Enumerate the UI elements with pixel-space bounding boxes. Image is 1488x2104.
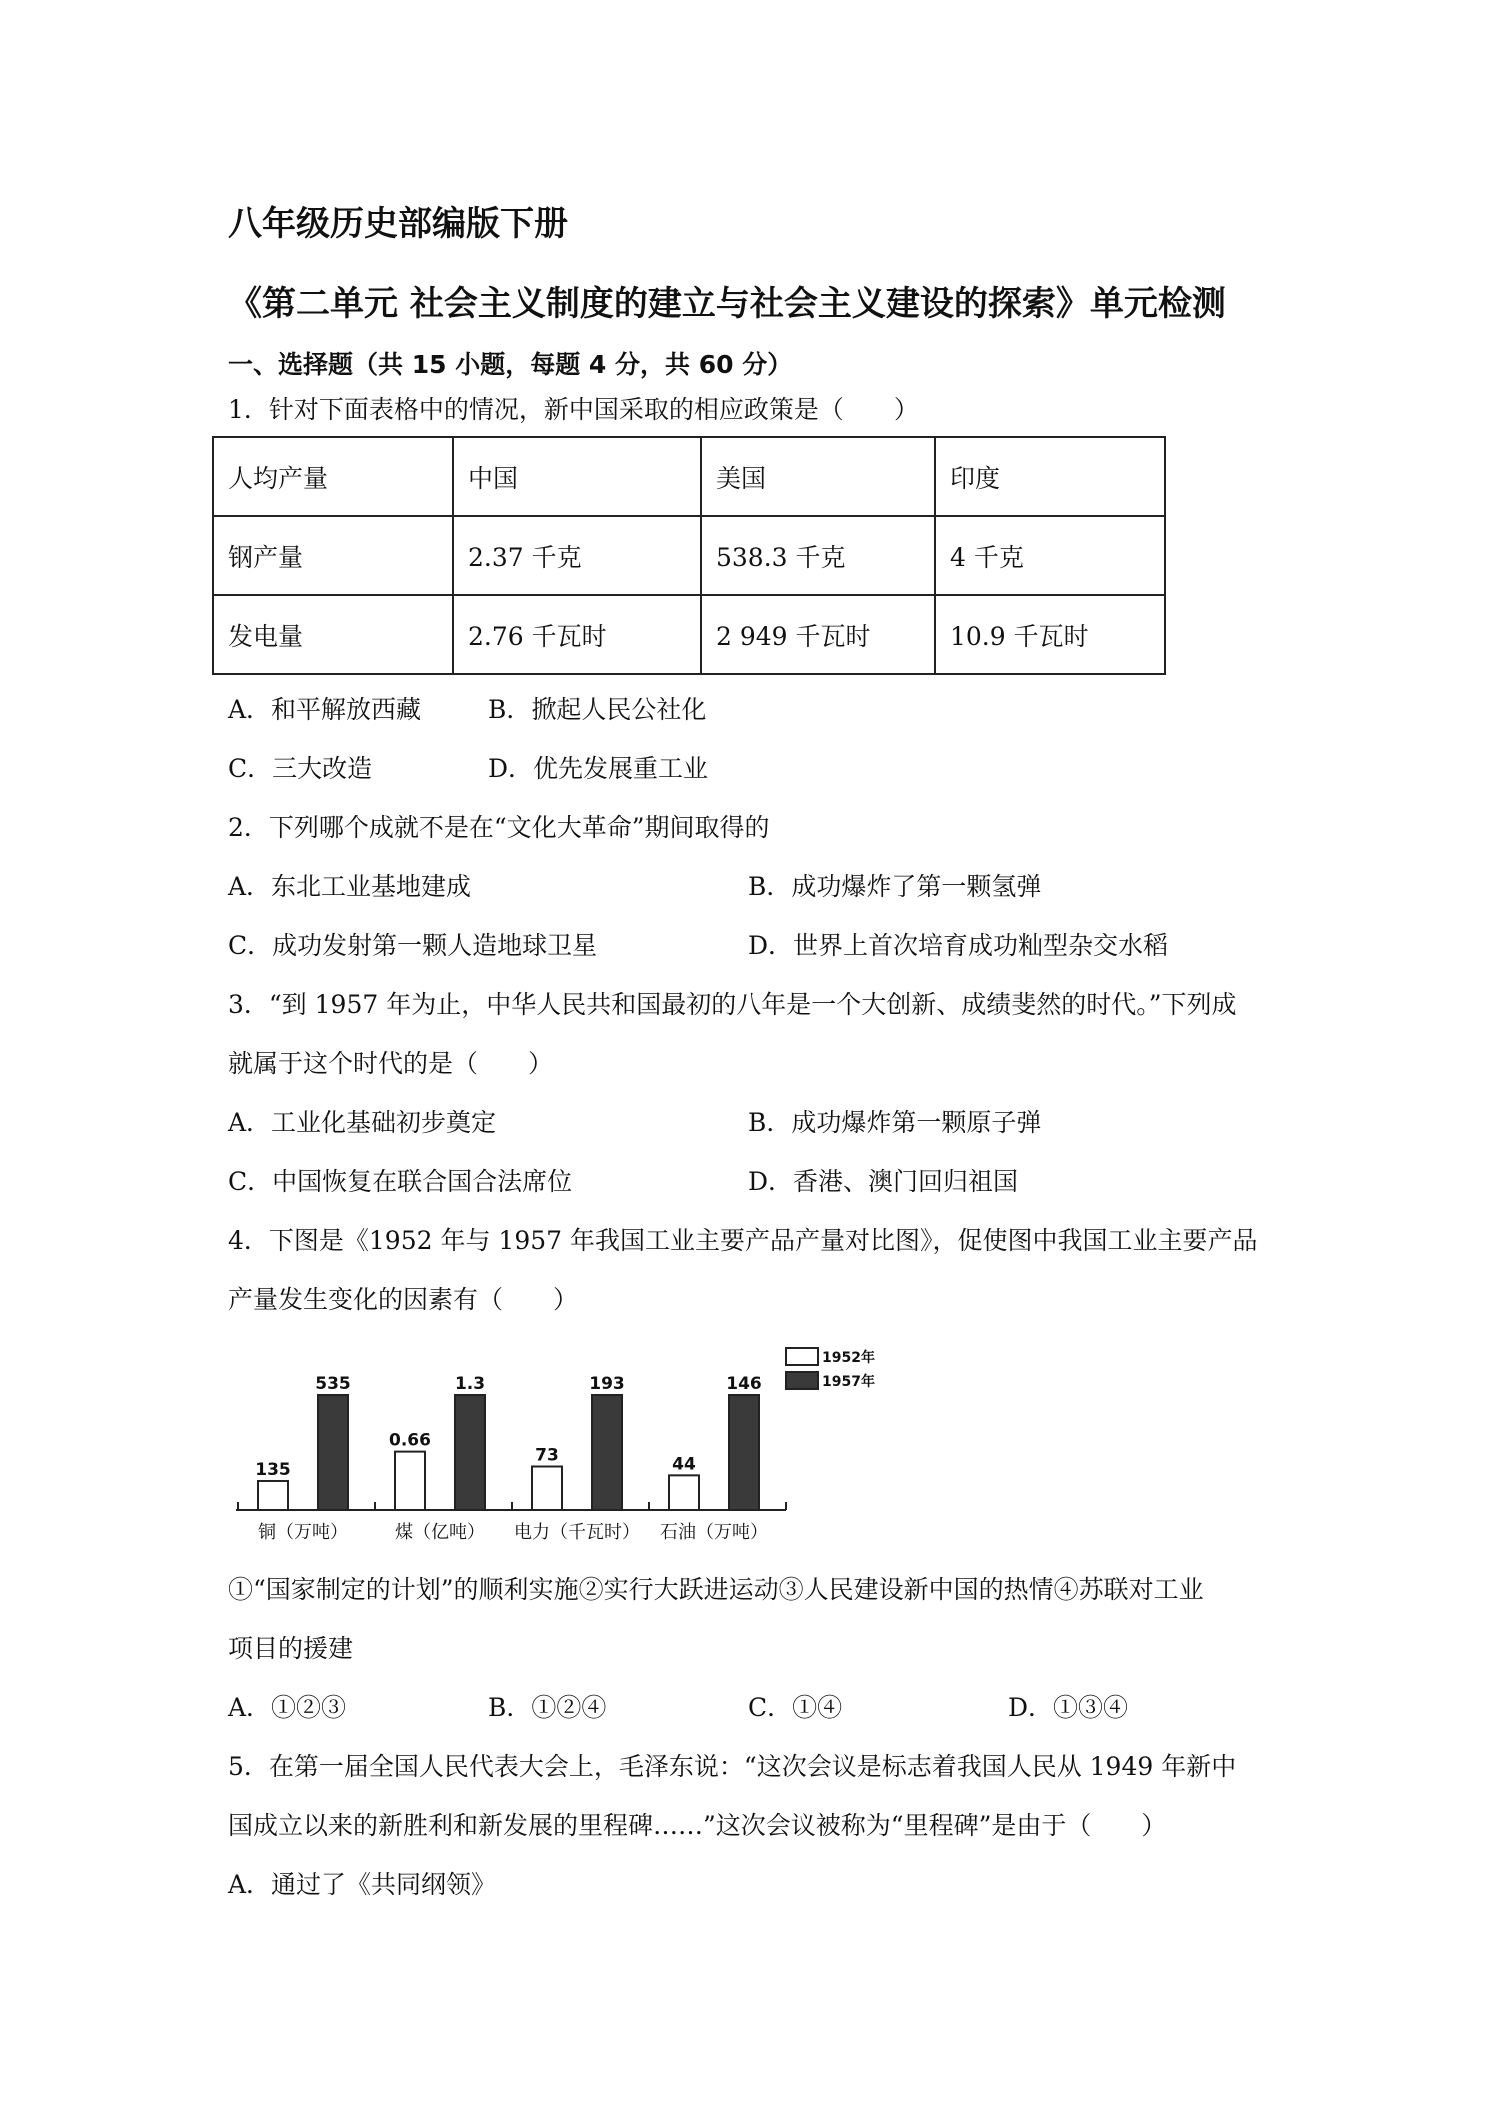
q5-option-a: A．通过了《共同纲领》 [228,1870,497,1899]
data-label: 193 [589,1374,625,1394]
q4-stem-line1: 4．下图是《1952 年与 1957 年我国工业主要产品产量对比图》，促使图中我国工业主要产品 [228,1226,1258,1255]
data-label: 44 [672,1454,696,1475]
bar-1952年-2 [532,1467,562,1510]
q2-option-a: A．东北工业基地建成 [228,872,472,901]
q1-option-c: C．三大改造 [228,754,373,783]
table-row [213,516,1165,595]
table-cell: 钢产量 [213,516,453,595]
q4-option-d: D．①③④ [1008,1693,1129,1722]
legend-label: 1957年 [822,1374,875,1390]
table-cell: 美国 [701,437,935,516]
bar-1957年-0 [318,1395,348,1510]
q3-option-d: D．香港、澳门回归祖国 [748,1167,1019,1196]
page-subtitle: 《第二单元 社会主义制度的建立与社会主义建设的探索》单元检测 [228,284,1226,324]
legend-swatch [786,1348,818,1365]
category-label: 电力（千瓦时） [514,1522,640,1543]
q5-stem-line1: 5．在第一届全国人民代表大会上，毛泽东说：“这次会议是标志着我国人民从 1949 年新中 [228,1752,1237,1781]
data-label: 146 [726,1374,762,1394]
q1-option-d: D．优先发展重工业 [488,754,709,783]
q3-option-a: A．工业化基础初步奠定 [228,1108,497,1137]
bar-1957年-3 [729,1395,759,1510]
q4-factors-line2: 项目的援建 [228,1634,354,1663]
q1-table [212,436,1166,675]
q3-stem-line1: 3．“到 1957 年为止，中华人民共和国最初的八年是一个大创新、成绩斐然的时代。”下列成 [228,990,1237,1019]
q1-stem: 1．针对下面表格中的情况，新中国采取的相应政策是（ ） [228,395,919,424]
q4-option-b: B．①②④ [488,1693,607,1722]
data-label: 135 [255,1459,291,1480]
data-label: 535 [315,1374,351,1394]
table-cell: 10.9 千瓦时 [935,595,1165,674]
table-cell: 4 千克 [935,516,1165,595]
table-cell: 2.76 千瓦时 [453,595,701,674]
q2-stem: 2．下列哪个成就不是在“文化大革命”期间取得的 [228,813,770,842]
table-row [213,437,1165,516]
legend-swatch [786,1372,818,1389]
table-cell: 印度 [935,437,1165,516]
chart-legend [786,1348,875,1390]
q4-factors-line1: ①“国家制定的计划”的顺利实施②实行大跃进运动③人民建设新中国的热情④苏联对工业 [228,1575,1204,1604]
table-cell: 2.37 千克 [453,516,701,595]
category-label: 煤（亿吨） [395,1522,485,1543]
bar-1952年-0 [258,1481,288,1510]
q2-option-b: B．成功爆炸了第一颗氢弹 [748,872,1042,901]
q4-option-c: C．①④ [748,1693,843,1722]
section-heading: 一、选择题（共 15 小题，每题 4 分，共 60 分） [228,350,793,379]
bar-1952年-1 [395,1452,425,1510]
bar-1957年-2 [592,1395,622,1510]
data-label: 73 [535,1445,559,1466]
production-bar-chart [226,1340,875,1550]
data-label: 1.3 [454,1374,486,1394]
q2-option-d: D．世界上首次培育成功籼型杂交水稻 [748,931,1169,960]
legend-label: 1952年 [822,1350,875,1366]
q4-option-a: A．①②③ [228,1693,347,1722]
q3-stem-line2: 就属于这个时代的是（ ） [228,1049,554,1078]
table-cell: 人均产量 [213,437,453,516]
q4-stem-line2: 产量发生变化的因素有（ ） [228,1285,579,1314]
data-label: 0.66 [389,1430,431,1451]
q5-stem-line2: 国成立以来的新胜利和新发展的里程碑……”这次会议被称为“里程碑”是由于（ ） [228,1811,1167,1840]
q3-option-c: C．中国恢复在联合国合法席位 [228,1167,573,1196]
bar-1957年-1 [455,1395,485,1510]
q2-option-c: C．成功发射第一颗人造地球卫星 [228,931,598,960]
bar-1952年-3 [669,1475,699,1510]
table-cell: 2 949 千瓦时 [701,595,935,674]
page-title: 八年级历史部编版下册 [228,204,568,244]
q3-option-b: B．成功爆炸第一颗原子弹 [748,1108,1042,1137]
q1-option-a: A．和平解放西藏 [228,695,422,724]
category-label: 铜（万吨） [258,1522,348,1543]
table-row [213,595,1165,674]
table-cell: 538.3 千克 [701,516,935,595]
table-cell: 中国 [453,437,701,516]
table-cell: 发电量 [213,595,453,674]
category-label: 石油（万吨） [660,1522,768,1543]
q1-option-b: B．掀起人民公社化 [488,695,707,724]
